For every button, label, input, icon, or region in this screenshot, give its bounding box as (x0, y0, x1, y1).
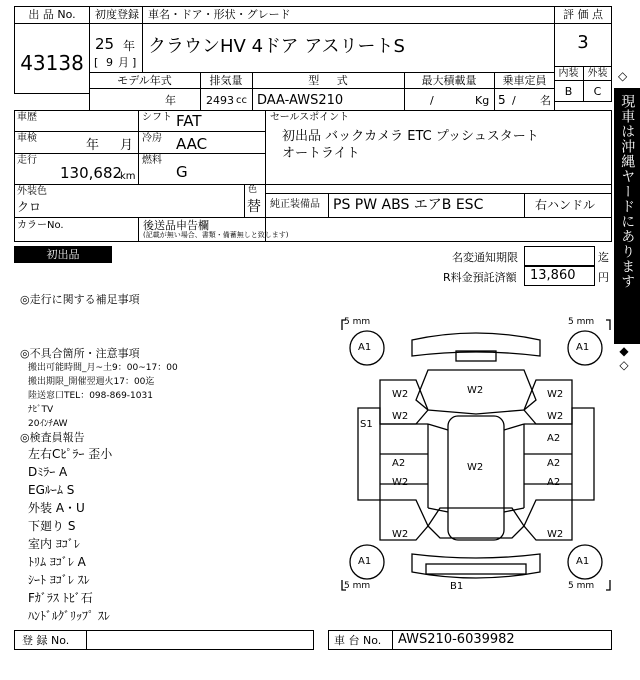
steering-value: 右ハンドル (535, 198, 596, 212)
inspector-line: 外装 A・U (28, 501, 85, 515)
mark-a1-fl: A1 (358, 342, 372, 353)
car-name-label: 車名・ドア・形状・グレード (148, 8, 291, 21)
shift-label: シフト (142, 112, 172, 123)
model-year-label: モデル年式 (117, 74, 172, 87)
defect-line: 搬出期限_開催翌週火17：00迄 (28, 377, 155, 387)
inspector-line: ﾊﾝﾄﾞﾙｸﾞﾘｯﾌﾟ ｽﾚ (28, 609, 110, 623)
first-listing-badge: 初出品 (14, 246, 112, 263)
equipment-value: PS PW ABS エアB ESC (333, 197, 484, 213)
mark-a1-fr: A1 (576, 342, 590, 353)
color-no-label: カラーNo. (17, 220, 64, 231)
mark-w2: W2 (392, 529, 409, 540)
exterior-grade: C (593, 85, 602, 98)
capacity-value: 5 (498, 93, 506, 107)
history-label: 車歴 (17, 112, 37, 123)
sales-point-line2: オートライト (282, 146, 360, 161)
chassis-value: AWS210-6039982 (398, 632, 515, 647)
mark-w2: W2 (547, 529, 564, 540)
name-change-box (524, 246, 595, 266)
sales-point-label: セールスポイント (270, 112, 350, 123)
chassis-label: 車 台 No. (334, 634, 382, 647)
reg-month-unit: 月 (118, 56, 129, 69)
inspector-line: Dﾐﾗｰ A (28, 465, 68, 479)
name-change-label: 名変通知期限 (452, 251, 518, 264)
mileage-unit: km (120, 171, 136, 182)
mark-w2: W2 (547, 411, 564, 422)
mark-w2: W2 (467, 385, 484, 396)
driving-notes-title: ◎走行に関する補足事項 (20, 293, 140, 306)
mark-a1-rr: A1 (576, 556, 590, 567)
mark-w2: W2 (467, 462, 484, 473)
exterior-label: 外装 (587, 68, 608, 79)
mark-w2: W2 (392, 389, 409, 400)
model-year-unit: 年 (165, 94, 176, 107)
tread-fr: 5 mm (568, 317, 595, 327)
car-diagram (340, 318, 612, 592)
max-load-unit: Kg (475, 94, 490, 107)
capacity-sep: / (512, 94, 516, 107)
defects-title: ◎不具合箇所・注意事項 (20, 347, 140, 360)
mark-a1-rl: A1 (358, 556, 372, 567)
capacity-unit: 名 (540, 94, 551, 107)
tread-fl: 5 mm (344, 317, 371, 327)
tread-rl: 5 mm (344, 581, 371, 591)
inspector-line: 室内 ﾖｺﾞﾚ (28, 537, 80, 551)
tread-rr: 5 mm (568, 581, 595, 591)
mark-a2: A2 (547, 477, 561, 488)
banner-bottom-arrows: ◆◇ (617, 344, 631, 372)
inspector-line: 下廻り S (28, 519, 76, 533)
ac-value: AAC (176, 135, 208, 153)
rating-label: 評 価 点 (563, 8, 603, 21)
sales-point-line1: 初出品 バックカメラ ETC プッシュスタート (282, 129, 539, 144)
lot-label: 出 品 No. (28, 8, 76, 21)
shift-value: FAT (176, 112, 202, 130)
inspector-line: 左右Cﾋﾟﾗｰ 歪小 (28, 447, 113, 461)
mark-w2: W2 (547, 389, 564, 400)
mark-b1: B1 (450, 581, 464, 592)
capacity-label: 乗車定員 (502, 74, 547, 87)
equipment-label: 純正装備品 (270, 199, 320, 210)
reg-year: 25 (95, 35, 115, 53)
displacement-value: 2493 (206, 94, 234, 107)
type-value: DAA-AWS210 (257, 93, 344, 108)
name-change-unit: 迄 (598, 251, 609, 264)
max-load-sep: / (430, 94, 434, 107)
inspector-line: Fｶﾞﾗｽ ﾄﾋﾞ石 (28, 591, 93, 605)
inspection-month-unit: 月 (120, 138, 134, 153)
ac-label: 冷房 (142, 133, 162, 144)
mark-a2: A2 (547, 458, 561, 469)
mark-a2: A2 (392, 458, 406, 469)
defect-line: 搬出可能時間_月~土9：00~17：00 (28, 363, 178, 373)
mark-a2: A2 (547, 433, 561, 444)
banner-top-arrow: ◇ (618, 69, 628, 83)
reg-month: 9 (106, 56, 113, 69)
exterior-color-label: 外装色 (17, 186, 47, 197)
recycle-label: R料金預託済額 (443, 271, 517, 284)
lot-number: 43138 (20, 51, 84, 75)
reg-no-label: 登 録 No. (22, 634, 70, 647)
first-reg-label: 初度登録 (95, 8, 139, 21)
color-change: 替 (247, 199, 261, 215)
displacement-unit: cc (236, 95, 247, 106)
mark-w2: W2 (392, 411, 409, 422)
max-load-label: 最大積載量 (421, 74, 477, 87)
post-input-label: 後送品申告欄 (143, 219, 209, 232)
mileage-value: 130,682 (60, 164, 123, 182)
defect-line: ﾅﾋﾞTV (28, 405, 54, 415)
mark-s1: S1 (360, 419, 373, 430)
exterior-color-value: クロ (17, 200, 42, 214)
reg-year-unit: 年 (123, 39, 136, 53)
recycle-value: 13,860 (530, 268, 576, 283)
post-input-note: (記載が無い場合、書類・備蓄無しと致します) (143, 231, 289, 239)
rating-value: 3 (577, 32, 589, 53)
color-label: 色 (248, 185, 258, 195)
type-label: 型 式 (308, 74, 348, 87)
car-diagram-svg (340, 318, 612, 592)
side-banner-text: 現車は沖縄ヤードにあります (619, 94, 636, 289)
inspector-line: ﾄﾘﾑ ﾖｺﾞﾚ A (28, 555, 86, 569)
inspector-line: EGﾙｰﾑ S (28, 483, 75, 497)
mark-w2: W2 (392, 477, 409, 488)
interior-grade: B (564, 85, 573, 98)
mileage-label: 走行 (17, 155, 37, 166)
inspection-year-unit: 年 (86, 138, 100, 153)
inspection-label: 車検 (17, 133, 37, 144)
defect-line: 陸送窓口TEL：098-869-1031 (28, 391, 153, 401)
displacement-label: 排気量 (209, 74, 243, 87)
fuel-label: 燃料 (142, 155, 162, 166)
fuel-value: G (176, 163, 188, 181)
inspector-line: ｼｰﾄ ﾖｺﾞﾚ ｽﾚ (28, 573, 90, 587)
defect-line: 20ｲﾝﾁAW (28, 419, 68, 429)
car-name: クラウンHV 4ドア アスリートS (148, 36, 405, 57)
recycle-unit: 円 (598, 271, 609, 284)
interior-label: 内装 (558, 68, 579, 79)
side-banner (614, 88, 640, 344)
inspector-title: ◎検査員報告 (20, 431, 85, 444)
